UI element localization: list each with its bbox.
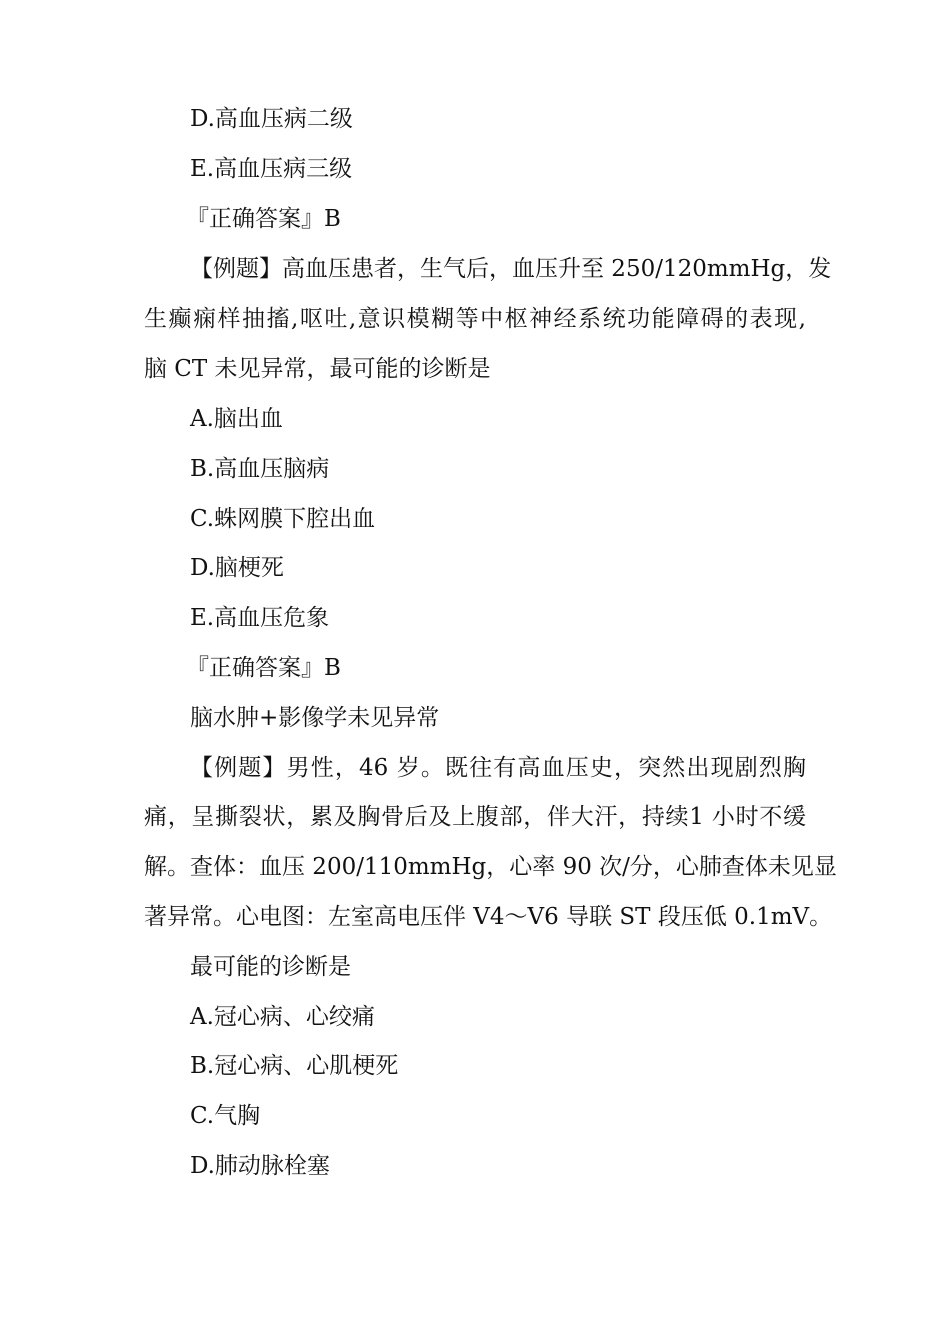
q3-question: 最可能的诊断是	[190, 954, 351, 980]
q1-answer: 『正确答案』B	[186, 206, 341, 232]
q2-option-b: B.高血压脑病	[190, 456, 330, 482]
q3-option-a: A.冠心病、心绞痛	[190, 1004, 375, 1030]
q2-stem-line-3: 脑 CT 未见异常，最可能的诊断是	[144, 356, 491, 382]
q3-stem-line-3: 解。查体：血压 200/110mmHg，心率 90 次/分，心肺查体未见显	[144, 854, 837, 880]
q3-stem-line-2: 痛，呈撕裂状，累及胸骨后及上腹部，伴大汗，持续1 小时不缓	[144, 804, 806, 830]
q3-stem-line-1: 【例题】男性，46 岁。既往有高血压史，突然出现剧烈胸	[190, 755, 806, 781]
q3-stem-line-4: 著异常。心电图：左室高电压伴 V4～V6 导联 ST 段压低 0.1mV。	[144, 904, 833, 930]
q2-answer: 『正确答案』B	[186, 655, 341, 681]
q1-option-d: D.高血压病二级	[190, 106, 353, 132]
q3-option-b: B.冠心病、心肌梗死	[190, 1053, 399, 1079]
q2-stem-line-2: 生癫痫样抽搐,呕吐,意识模糊等中枢神经系统功能障碍的表现,	[144, 306, 806, 332]
q2-option-a: A.脑出血	[190, 406, 283, 432]
q1-option-e: E.高血压病三级	[190, 156, 353, 182]
q3-option-c: C.气胸	[190, 1103, 261, 1129]
q3-option-d: D.肺动脉栓塞	[190, 1153, 330, 1179]
q2-note: 脑水肿+影像学未见异常	[190, 705, 440, 731]
q2-stem-line-1: 【例题】高血压患者，生气后，血压升至 250/120mmHg，发	[190, 256, 832, 282]
q2-option-d: D.脑梗死	[190, 555, 284, 581]
q2-option-e: E.高血压危象	[190, 605, 330, 631]
q2-option-c: C.蛛网膜下腔出血	[190, 506, 376, 532]
